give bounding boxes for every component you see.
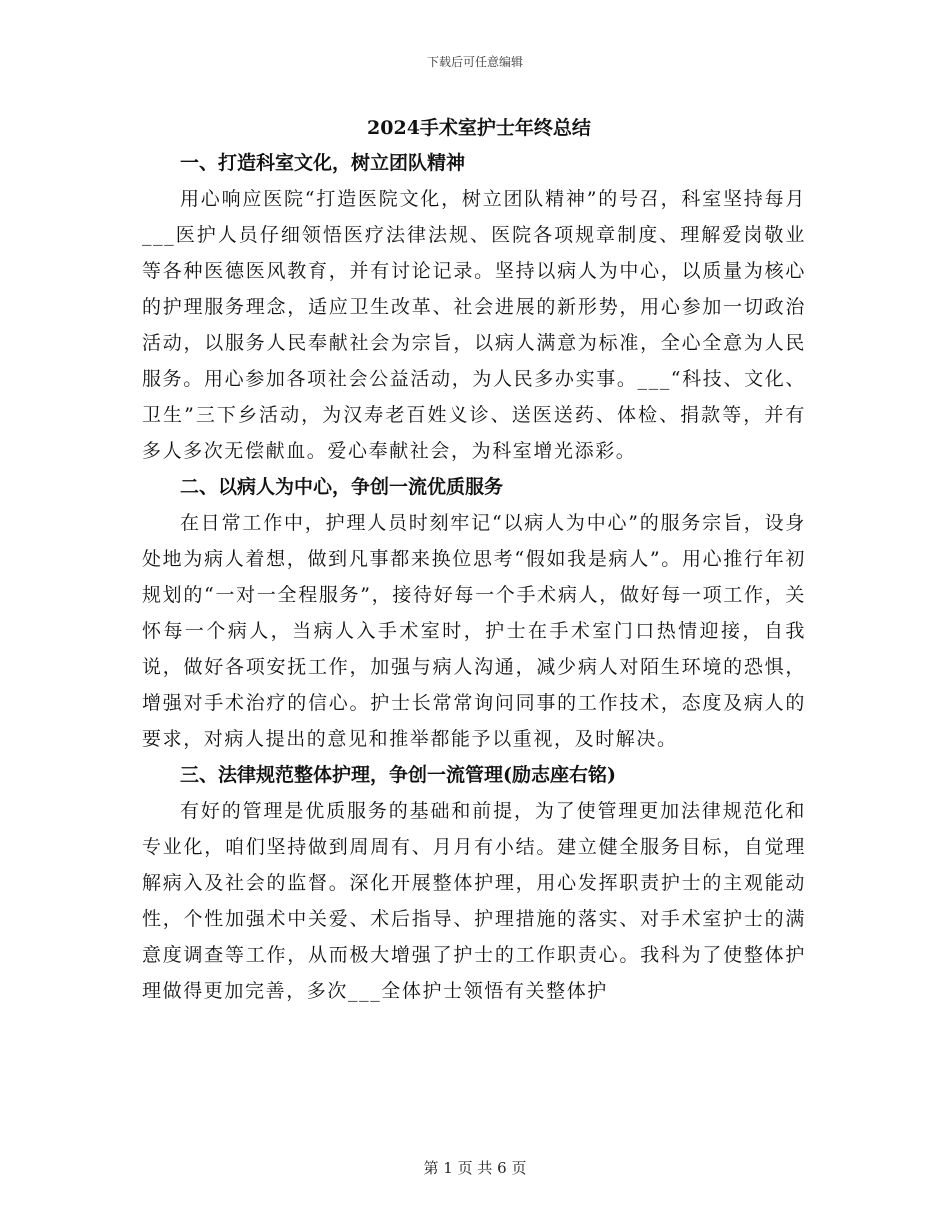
document-body [142, 112, 806, 1009]
page-header-note: 下载后可任意编辑 [426, 55, 523, 69]
section-paragraph-2: 在日常工作中，护理人员时刻牢记“以病人为中心”的服务宗旨，设身处地为病人着想，做到凡事都来换位思考“假如我是病人”。用心推行年初规划的“一对一全程服务”，接待好每一个手术病人，做好每一项工作，关怀每一个病人，当病人入手术室时，护士在手术室门口热情迎接，自我说，做好各项安抚工作，加强与病人沟通，减少病人对陌生环境的恐惧，增强对手术治疗的信心。护士长常常询问同事的工作技术，态度及病人的要求，对病人提出的意见和推举都能予以重视，及时解决。 [142, 512, 806, 750]
document-title: 2024手术室护士年终总结 [367, 117, 591, 139]
section-paragraph-3: 有好的管理是优质服务的基础和前提，为了使管理更加法律规范化和专业化，咱们坚持做到周周有、月月有小结。建立健全服务目标，自觉理解病入及社会的监督。深化开展整体护理，用心发挥职责护士的主观能动性，个性加强术中关爱、术后指导、护理措施的落实、对手术室护士的满意度调查等工作，从而极大增强了护士的工作职责心。我科为了使整体护理做得更加完善，多次___全体护士领悟有关整体护 [142, 800, 806, 1002]
section-heading-3: 三、法律规范整体护理，争创一流管理(励志座右铭) [180, 764, 616, 786]
section-paragraph-1: 用心响应医院“打造医院文化，树立团队精神”的号召，科室坚持每月___医护人员仔细领悟医疗法律法规、医院各项规章制度、理解爱岗敬业等各种医德医风教育，并有讨论记录。坚持以病人为中心，以质量为核心的护理服务理念，适应卫生改革、社会进展的新形势，用心参加一切政治活动，以服务人民奉献社会为宗旨，以病人满意为标准，全心全意为人民服务。用心参加各项社会公益活动，为人民多办实事。___“科技、文化、卫生”三下乡活动，为汉寿老百姓义诊、送医送药、体检、捐款等，并有多人多次无偿献血。爱心奉献社会，为科室增光添彩。 [142, 188, 806, 462]
section-heading-2: 二、以病人为中心，争创一流优质服务 [180, 476, 504, 498]
page-number: 第 1 页 共 6 页 [423, 1159, 527, 1177]
section-heading-1: 一、打造科室文化，树立团队精神 [180, 152, 466, 174]
